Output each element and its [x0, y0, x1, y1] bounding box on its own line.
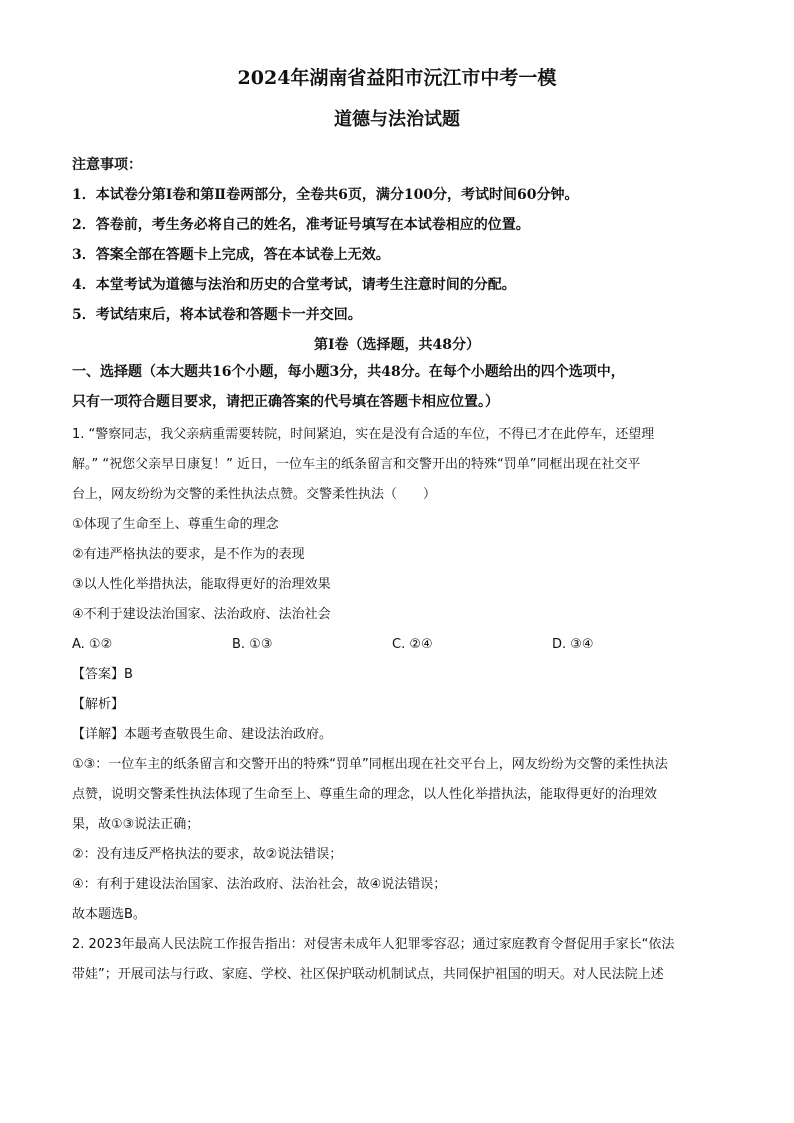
question-1-statement-2: ②有违严格执法的要求，是不作为的表现: [72, 547, 305, 562]
answer-label: 【答案】B: [72, 667, 133, 682]
part-instruction-line-1: 一、选择题（本大题共16个小题，每小题3分，共48分。在每个小题给出的四个选项中，: [72, 364, 625, 380]
question-1-statement-3: ③以人性化举措执法，能取得更好的治理效果: [72, 577, 331, 592]
question-1-statement-4: ④不利于建设法治国家、法治政府、法治社会: [72, 607, 331, 622]
explain-2-line: ②：没有违反严格执法的要求，故②说法错误；: [72, 847, 343, 862]
question-1-stem-line-2: 解。” “祝您父亲早日康复！” 近日，一位车主的纸条留言和交警开出的特殊“罚单”同框出现在社交平: [72, 457, 641, 472]
question-1-statement-1: ①体现了生命至上、尊重生命的理念: [72, 517, 279, 532]
notice-heading: 注意事项：: [72, 157, 142, 173]
option-a: A. ①②: [72, 637, 113, 652]
question-1: [72, 420, 722, 630]
question-1-stem-line-3: 台上，网友纷纷为交警的柔性执法点赞。交警柔性执法（ ）: [72, 487, 437, 502]
question-2: [72, 930, 722, 990]
exam-page: [72, 64, 722, 990]
notice-item-3: 3．答案全部在答题卡上完成，答在本试卷上无效。: [72, 247, 390, 263]
page-subtitle: 道德与法治试题: [334, 109, 460, 130]
page-title: 2024年湖南省益阳市沅江市中考一模: [237, 67, 557, 89]
question-1-stem-line-1: 1. “警察同志，我父亲病重需要转院，时间紧迫，实在是没有合适的车位，不得已才在此停车，还望理: [72, 427, 655, 442]
analysis-block: [72, 720, 722, 930]
notice-item-4: 4．本堂考试为道德与法治和历史的合堂考试，请考生注意时间的分配。: [72, 277, 516, 293]
notice-item-2: 2．答卷前，考生务必将自己的姓名，准考证号填写在本试卷相应的位置。: [72, 217, 530, 233]
part-instruction-line-2: 只有一项符合题目要求，请把正确答案的代号填在答题卡相应位置。）: [72, 394, 499, 410]
notice-item-1: 1．本试卷分第Ⅰ卷和第Ⅱ卷两部分，全卷共6页，满分100分，考试时间60分钟。: [72, 187, 579, 203]
analysis-label: 【解析】: [72, 697, 125, 712]
conclusion-line: 故本题选B。: [72, 907, 146, 922]
notice-item-5: 5．考试结束后，将本试卷和答题卡一并交回。: [72, 307, 362, 323]
option-b: B. ①③: [232, 637, 273, 652]
question-2-stem-line-1: 2. 2023年最高人民法院工作报告指出：对侵害未成年人犯罪零容忍；通过家庭教育令督促用手家长“依法: [72, 937, 675, 952]
detail-line: 【详解】本题考查敬畏生命、建设法治政府。: [72, 727, 333, 742]
option-c: C. ②④: [392, 637, 433, 652]
option-d: D. ③④: [552, 637, 594, 652]
explain-13-line-2: 点赞，说明交警柔性执法体现了生命至上、尊重生命的理念，以人性化举措执法，能取得更好的治理效: [72, 787, 658, 802]
question-1-options: [72, 630, 722, 660]
explain-13-line-3: 果，故①③说法正确；: [72, 817, 200, 832]
question-2-stem-line-2: 带娃”；开展司法与行政、家庭、学校、社区保护联动机制试点，共同保护祖国的明天。对人民法院上述: [72, 967, 664, 982]
explain-4-line: ④：有利于建设法治国家、法治政府、法治社会，故④说法错误；: [72, 877, 447, 892]
explain-13-line-1: ①③：一位车主的纸条留言和交警开出的特殊“罚单”同框出现在社交平台上，网友纷纷为交警的柔性执法: [72, 757, 668, 772]
section-heading: 第Ⅰ卷（选择题，共48分）: [313, 337, 481, 353]
